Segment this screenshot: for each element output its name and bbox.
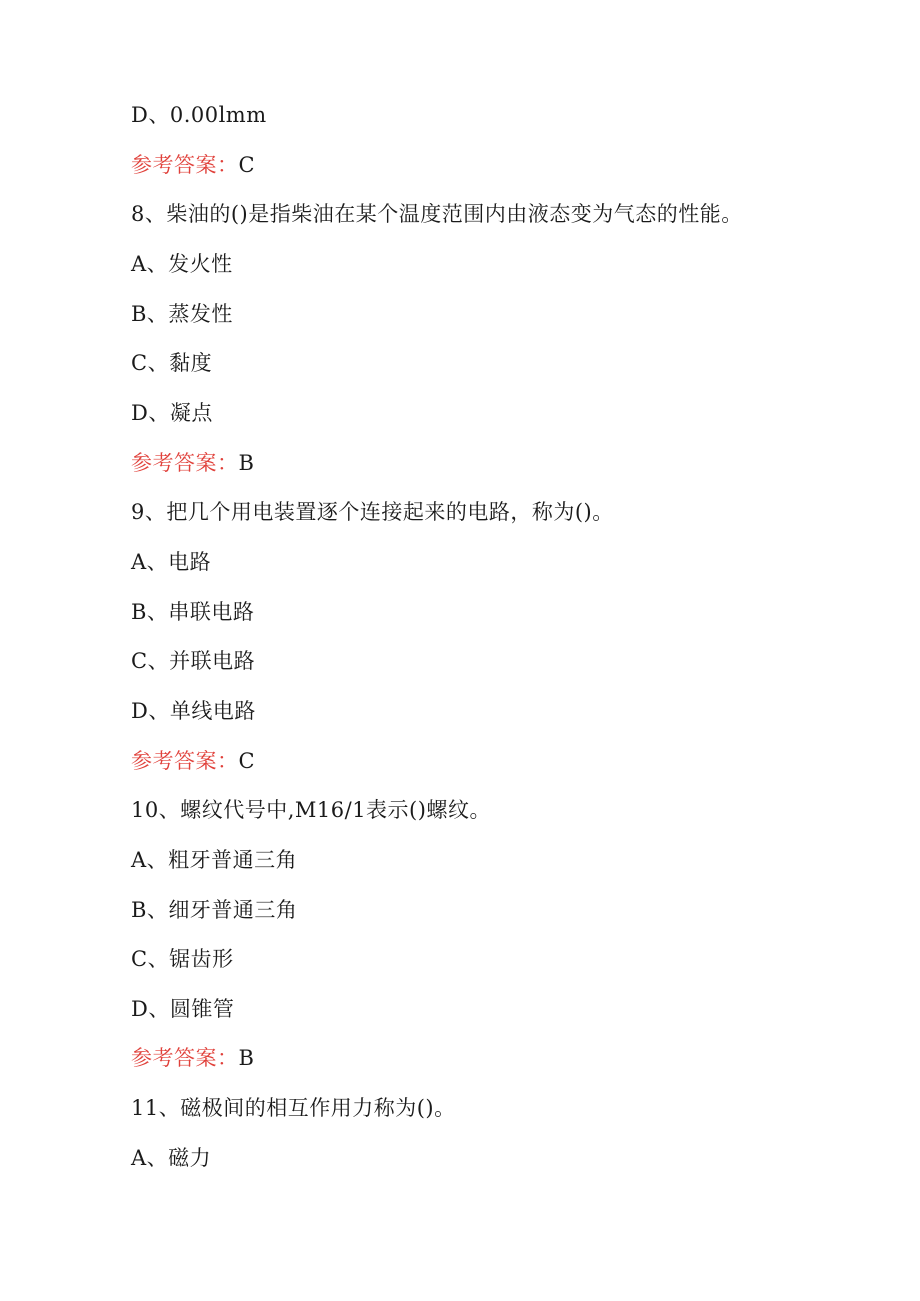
- q10-option-a: A、粗牙普通三角: [131, 848, 298, 872]
- q9-option-b: B、串联电路: [131, 600, 255, 624]
- q10-answer: [131, 1044, 254, 1072]
- q10-option-d: D、圆锥管: [131, 997, 235, 1021]
- q9-option-d: D、单线电路: [131, 699, 256, 723]
- q10-option-b: B、细牙普通三角: [131, 898, 298, 922]
- answer-value: B: [238, 451, 255, 475]
- q7-answer: [131, 151, 255, 179]
- answer-value: C: [238, 749, 256, 773]
- q8-option-b: B、蒸发性: [131, 302, 233, 326]
- q8-question: 8、柴油的()是指柴油在某个温度范围内由液态变为气态的性能。: [131, 202, 743, 226]
- q11-option-a: A、磁力: [131, 1146, 212, 1170]
- answer-value: C: [238, 153, 256, 177]
- q7-option-d: D、0.00lmm: [131, 103, 267, 127]
- q11-question: 11、磁极间的相互作用力称为()。: [131, 1096, 456, 1120]
- answer-label: 参考答案：: [131, 451, 239, 475]
- q8-option-c: C、黏度: [131, 351, 213, 375]
- q9-question: 9、把几个用电装置逐个连接起来的电路，称为()。: [131, 500, 614, 524]
- answer-label: 参考答案：: [131, 1046, 239, 1070]
- q9-option-a: A、电路: [131, 550, 212, 574]
- q10-question: 10、螺纹代号中,M16/1表示()螺纹。: [131, 798, 491, 822]
- q8-option-a: A、发火性: [131, 252, 233, 276]
- q9-option-c: C、并联电路: [131, 649, 256, 673]
- q8-answer: [131, 449, 254, 477]
- q10-option-c: C、锯齿形: [131, 947, 234, 971]
- q8-option-d: D、凝点: [131, 401, 213, 425]
- answer-value: B: [238, 1046, 255, 1070]
- answer-label: 参考答案：: [131, 153, 239, 177]
- q9-answer: [131, 747, 255, 775]
- answer-label: 参考答案：: [131, 749, 239, 773]
